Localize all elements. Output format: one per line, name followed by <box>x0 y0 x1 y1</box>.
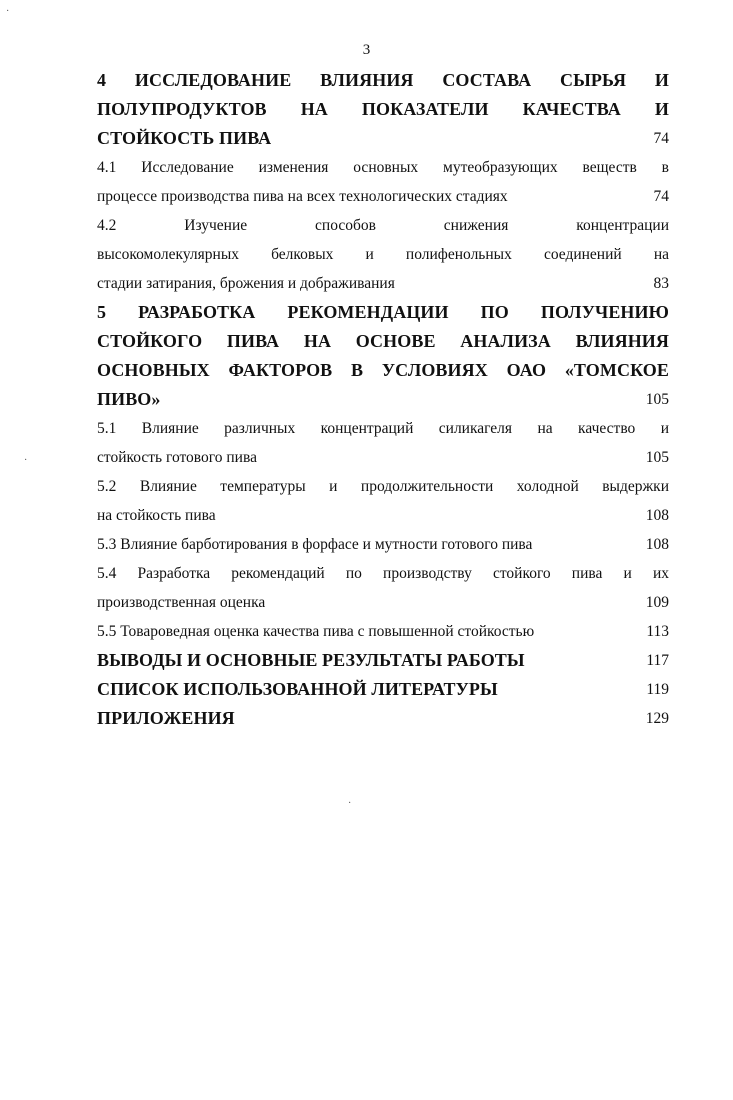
toc-entry-line: производственная оценка <box>97 594 266 611</box>
toc-subsection-entry[interactable] <box>97 559 669 617</box>
toc-page-number: 74 <box>653 188 669 205</box>
table-of-contents <box>97 66 669 733</box>
toc-entry-line: высокомолекулярных белковых и полифенольных соединений на <box>97 246 669 263</box>
toc-entry-line: 5 РАЗРАБОТКА РЕКОМЕНДАЦИИ ПО ПОЛУЧЕНИЮ <box>97 302 669 322</box>
toc-subsection-entry[interactable] <box>97 414 669 472</box>
toc-subsection-entry[interactable] <box>97 153 669 211</box>
toc-page-number: 108 <box>645 536 669 553</box>
toc-page-number: 105 <box>645 391 669 408</box>
toc-entry-line: 4.1 Исследование изменения основных мутеобразующих веществ в <box>97 159 669 176</box>
toc-subsection-entry[interactable] <box>97 530 669 559</box>
page-number: 3 <box>362 42 371 58</box>
toc-heading-entry[interactable] <box>97 704 669 733</box>
toc-entry-line: СТОЙКОГО ПИВА НА ОСНОВЕ АНАЛИЗА ВЛИЯНИЯ <box>97 331 669 351</box>
toc-entry-line: ПРИЛОЖЕНИЯ <box>97 708 235 728</box>
toc-entry-line: 5.5 Товароведная оценка качества пива с повышенной стойкостью <box>97 623 535 640</box>
toc-entry-line: 4 ИССЛЕДОВАНИЕ ВЛИЯНИЯ СОСТАВА СЫРЬЯ И <box>97 70 669 90</box>
toc-page-number: 108 <box>645 507 669 524</box>
toc-page-number: 83 <box>653 275 669 292</box>
toc-entry-line: на стойкость пива <box>97 507 216 524</box>
toc-subsection-entry[interactable] <box>97 472 669 530</box>
toc-heading-entry[interactable] <box>97 675 669 704</box>
toc-entry-line: СПИСОК ИСПОЛЬЗОВАННОЙ ЛИТЕРАТУРЫ <box>97 679 498 699</box>
toc-entry-line: 5.2 Влияние температуры и продолжительности холодной выдержки <box>97 478 669 495</box>
toc-entry-line: 5.1 Влияние различных концентраций силикагеля на качество и <box>97 420 669 437</box>
toc-entry-line: процессе производства пива на всех технологических стадиях <box>97 188 508 205</box>
scan-speck: · <box>6 6 10 17</box>
toc-subsection-entry[interactable] <box>97 617 669 646</box>
toc-entry-line: 5.3 Влияние барботирования в форфасе и мутности готового пива <box>97 536 533 553</box>
toc-page-number: 119 <box>646 681 669 698</box>
toc-entry-line: ПОЛУПРОДУКТОВ НА ПОКАЗАТЕЛИ КАЧЕСТВА И <box>97 99 669 119</box>
toc-page-number: 117 <box>646 652 669 669</box>
toc-entry-line: ОСНОВНЫХ ФАКТОРОВ В УСЛОВИЯХ ОАО «ТОМСКОЕ <box>97 360 669 380</box>
scan-speck: · <box>24 455 28 466</box>
toc-heading-entry[interactable] <box>97 646 669 675</box>
toc-page-number: 129 <box>645 710 669 727</box>
toc-page-number: 109 <box>645 594 669 611</box>
toc-entry-line: ПИВО» <box>97 389 161 409</box>
scan-speck: · <box>348 798 352 809</box>
toc-entry-line: ВЫВОДЫ И ОСНОВНЫЕ РЕЗУЛЬТАТЫ РАБОТЫ <box>97 650 525 670</box>
toc-heading-entry[interactable] <box>97 66 669 153</box>
toc-page-number: 105 <box>645 449 669 466</box>
toc-entry-line: 4.2 Изучение способов снижения концентрации <box>97 217 669 234</box>
toc-subsection-entry[interactable] <box>97 211 669 298</box>
toc-entry-line: стойкость готового пива <box>97 449 257 466</box>
toc-page-number: 113 <box>646 623 669 640</box>
toc-entry-line: стадии затирания, брожения и дображивания <box>97 275 395 292</box>
toc-entry-line: СТОЙКОСТЬ ПИВА <box>97 128 272 148</box>
toc-page-number: 74 <box>653 130 669 147</box>
toc-heading-entry[interactable] <box>97 298 669 414</box>
toc-entry-line: 5.4 Разработка рекомендаций по производству стойкого пива и их <box>97 565 669 582</box>
